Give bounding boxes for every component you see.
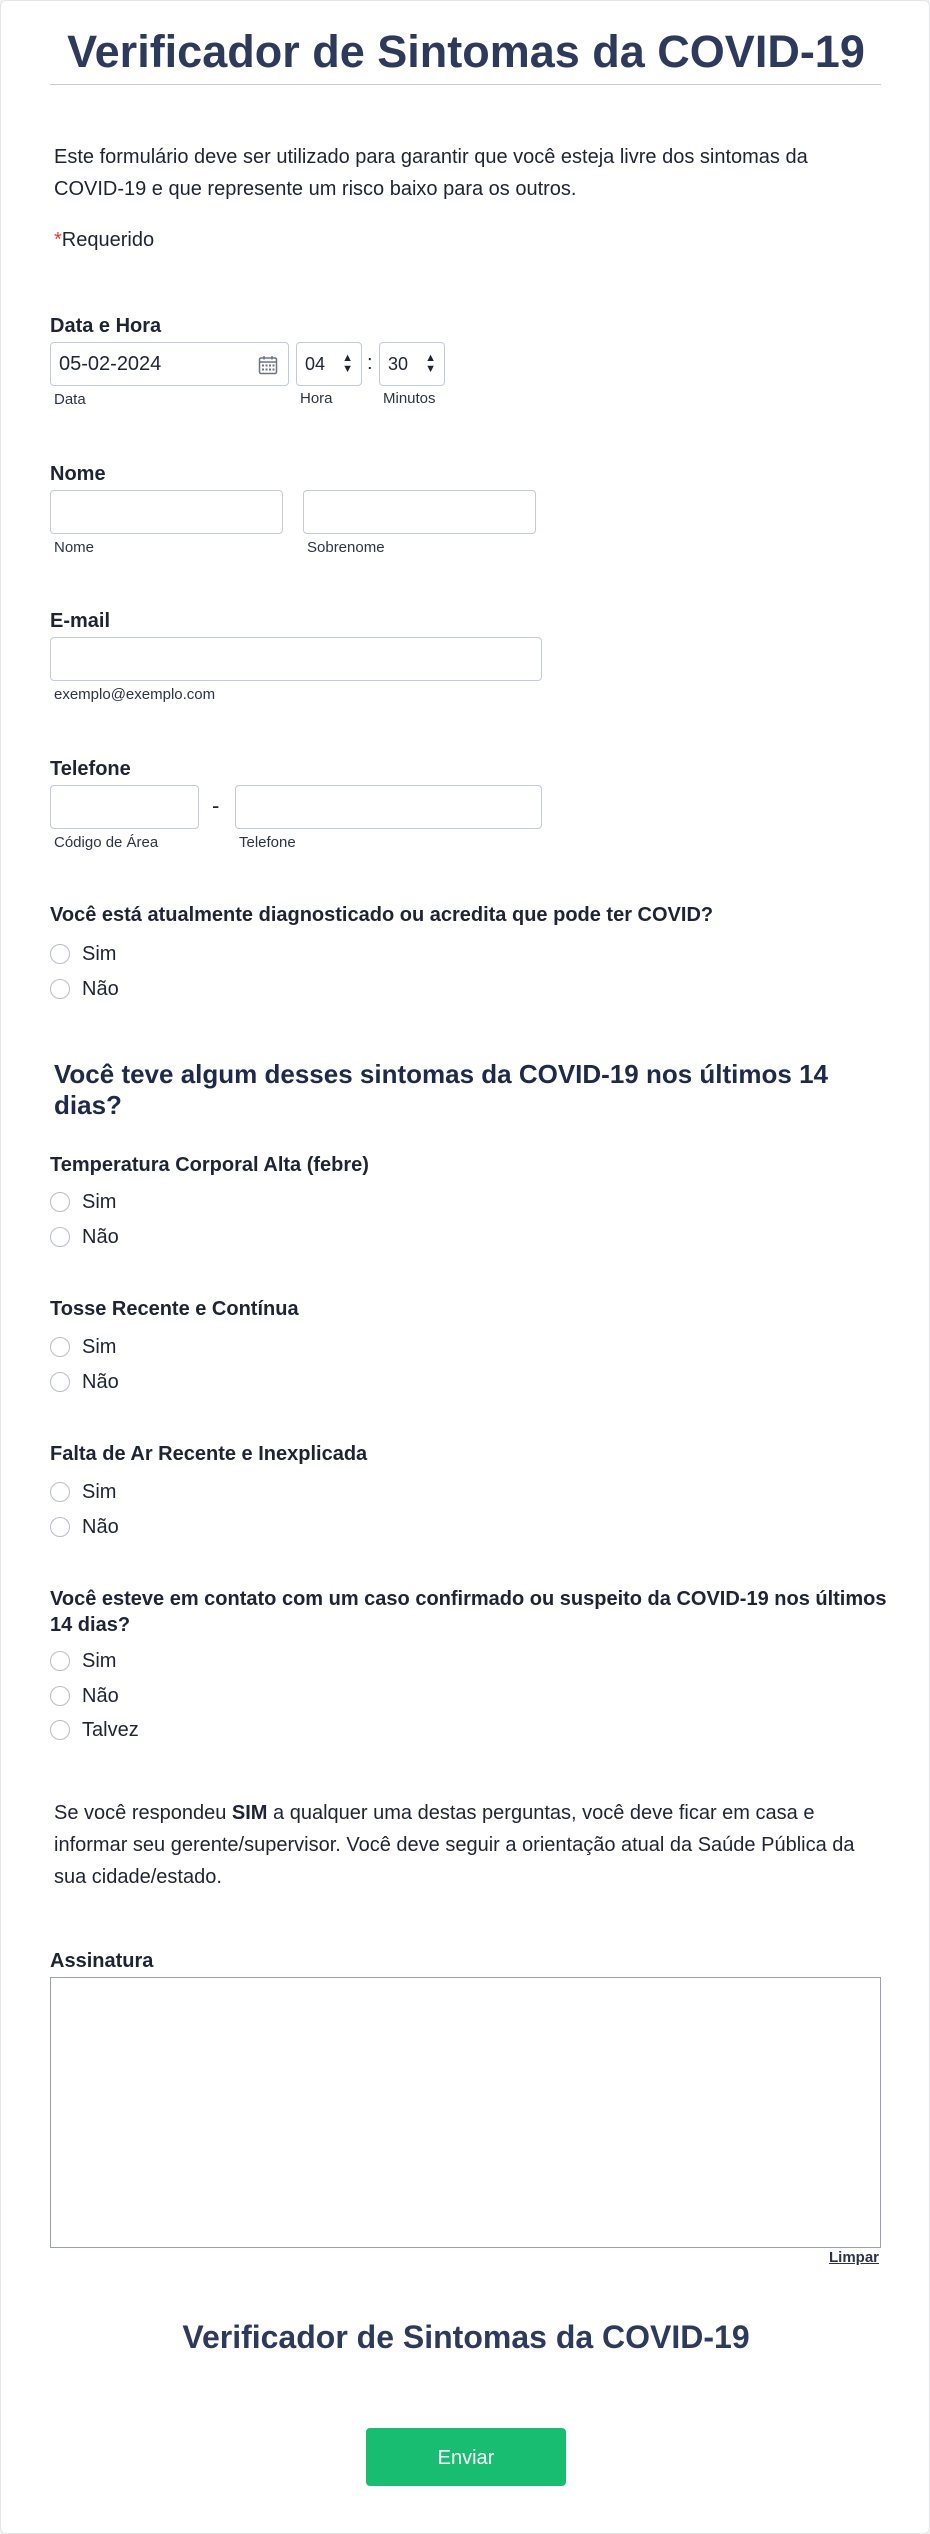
area-code-input[interactable] xyxy=(50,785,199,829)
fever-question-label: Temperatura Corporal Alta (febre) xyxy=(50,1154,369,1176)
phone-dash: - xyxy=(212,793,220,818)
last-name-input[interactable] xyxy=(303,490,536,534)
radio-circle[interactable] xyxy=(50,944,70,964)
intro-text: Este formulário deve ser utilizado para garantir que você esteja livre dos sintomas da COVID-19 e que represente um risco baixo para os outros. xyxy=(54,146,808,200)
fever-option-sim[interactable] xyxy=(50,1187,116,1217)
phone-number-input[interactable] xyxy=(235,785,542,829)
signature-clear-link[interactable]: Limpar xyxy=(828,2249,879,2266)
cough-question-label: Tosse Recente e Contínua xyxy=(50,1298,299,1320)
breath-option-sim[interactable] xyxy=(50,1477,116,1507)
footer-title: Verificador de Sintomas da COVID-19 xyxy=(182,2319,750,2355)
notice-before: Se você respondeu xyxy=(54,1802,232,1824)
last-name-sublabel: Sobrenome xyxy=(307,539,385,556)
option-label: Talvez xyxy=(82,1718,139,1741)
cough-option-sim[interactable] xyxy=(50,1332,116,1362)
phone-label: Telefone xyxy=(50,758,131,780)
email-label: E-mail xyxy=(50,610,111,632)
option-label: Não xyxy=(82,1370,119,1393)
minute-select[interactable] xyxy=(379,342,445,386)
minute-value: 30 xyxy=(388,354,409,374)
email-input[interactable] xyxy=(50,637,542,681)
cough-option-nao[interactable] xyxy=(50,1367,119,1397)
first-name-input[interactable] xyxy=(50,490,283,534)
hour-spinner-icon[interactable]: ▲ ▼ xyxy=(342,352,353,375)
option-label: Sim xyxy=(82,1335,117,1358)
date-value: 05-02-2024 xyxy=(59,353,162,375)
option-label: Não xyxy=(82,1225,119,1248)
signature-label: Assinatura xyxy=(50,1950,154,1972)
date-sublabel: Data xyxy=(54,391,86,408)
hour-value: 04 xyxy=(305,354,326,374)
breath-question-label: Falta de Ar Recente e Inexplicada xyxy=(50,1443,368,1465)
required-star: * xyxy=(54,229,62,251)
hour-sublabel: Hora xyxy=(300,390,333,407)
diagnosed-question-label: Você está atualmente diagnosticado ou acredita que pode ter COVID? xyxy=(50,904,714,926)
phone-number-sublabel: Telefone xyxy=(239,834,296,851)
fever-option-nao[interactable] xyxy=(50,1222,119,1252)
notice-after: a qualquer uma destas perguntas, você deve ficar em casa e informar seu gerente/supervisor. Você deve seguir a orientação atual da Saúde Pública da sua cidade/estado. xyxy=(54,1802,855,1888)
datetime-label: Data e Hora xyxy=(50,315,162,337)
name-label: Nome xyxy=(50,463,106,485)
contact-option-talvez[interactable] xyxy=(50,1715,139,1745)
radio-circle[interactable] xyxy=(50,1337,70,1357)
radio-circle[interactable] xyxy=(50,1686,70,1706)
first-name-sublabel: Nome xyxy=(54,539,95,556)
hour-select[interactable] xyxy=(296,342,362,386)
email-sublabel: exemplo@exemplo.com xyxy=(54,686,216,703)
title-divider xyxy=(50,84,881,85)
option-label: Não xyxy=(82,1684,119,1707)
signature-pad[interactable] xyxy=(50,1977,881,2248)
option-label: Sim xyxy=(82,942,117,965)
option-label: Sim xyxy=(82,1190,117,1213)
required-text: Requerido xyxy=(61,229,155,251)
radio-circle[interactable] xyxy=(50,1517,70,1537)
date-input[interactable] xyxy=(50,342,289,386)
minute-sublabel: Minutos xyxy=(383,390,436,407)
notice-text xyxy=(54,1797,869,1893)
notice-bold: SIM xyxy=(231,1802,268,1824)
radio-circle[interactable] xyxy=(50,1192,70,1212)
radio-circle[interactable] xyxy=(50,1720,70,1740)
diagnosed-option-nao[interactable] xyxy=(50,974,119,1004)
area-code-sublabel: Código de Área xyxy=(54,834,159,851)
breath-option-nao[interactable] xyxy=(50,1512,119,1542)
radio-circle[interactable] xyxy=(50,1651,70,1671)
option-label: Sim xyxy=(82,1649,117,1672)
diagnosed-option-sim[interactable] xyxy=(50,939,116,969)
calendar-icon[interactable] xyxy=(258,355,278,375)
symptoms-heading: Você teve algum desses sintomas da COVID-19 nos últimos 14 dias? xyxy=(54,1059,829,1120)
radio-circle[interactable] xyxy=(50,1372,70,1392)
submit-button[interactable]: Enviar xyxy=(366,2428,566,2486)
time-colon: : xyxy=(367,352,373,374)
contact-question-label: Você esteve em contato com um caso confirmado ou suspeito da COVID-19 nos últimos 14 dias? xyxy=(50,1588,887,1636)
contact-option-sim[interactable] xyxy=(50,1646,116,1676)
minute-spinner-icon[interactable]: ▲ ▼ xyxy=(425,352,436,375)
radio-circle[interactable] xyxy=(50,1482,70,1502)
option-label: Sim xyxy=(82,1480,117,1503)
option-label: Não xyxy=(82,1515,119,1538)
form-title: Verificador de Sintomas da COVID-19 xyxy=(67,26,865,77)
required-note xyxy=(54,229,154,252)
option-label: Não xyxy=(82,977,119,1000)
contact-option-nao[interactable] xyxy=(50,1681,119,1711)
radio-circle[interactable] xyxy=(50,979,70,999)
radio-circle[interactable] xyxy=(50,1227,70,1247)
